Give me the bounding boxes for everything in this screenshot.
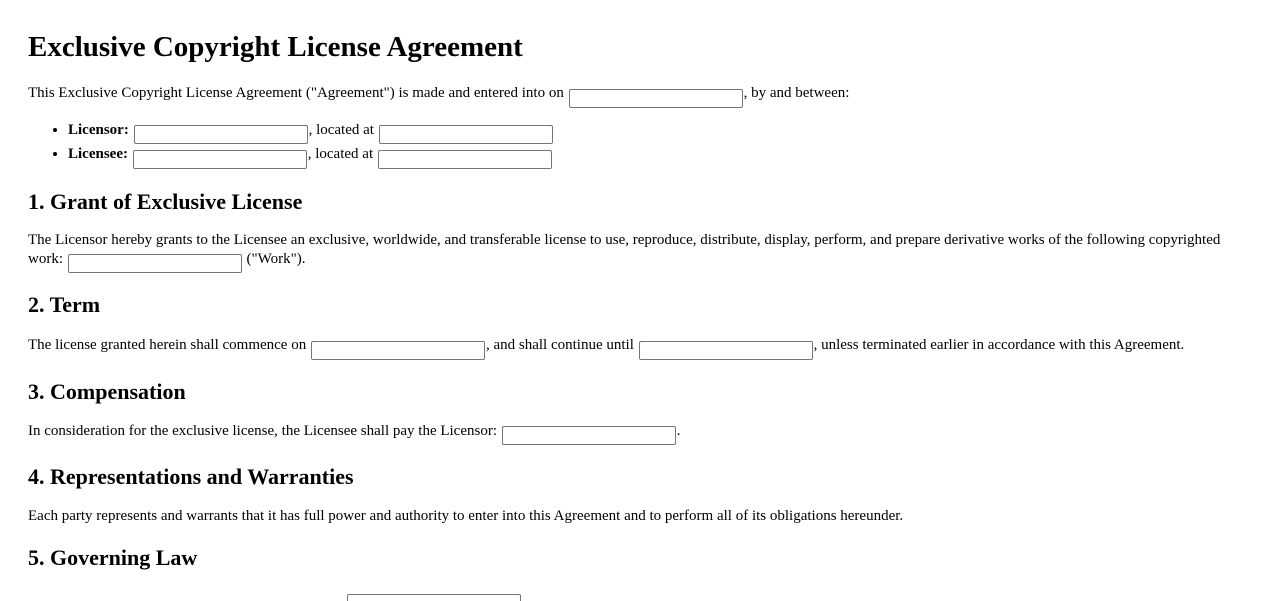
licensor-label: Licensor: xyxy=(68,121,129,138)
intro-paragraph xyxy=(28,84,1250,108)
grant-paragraph xyxy=(28,231,1250,274)
compensation-text-before: In consideration for the exclusive license, the Licensee shall pay the Licensor: xyxy=(28,422,501,439)
section-heading-term: 2. Term xyxy=(28,292,101,317)
governing-law-input[interactable] xyxy=(347,594,521,601)
grant-text-before: The Licensor hereby grants to the Licensee an exclusive, worldwide, and transferable license to use, reproduce, distribute, display, perform, and prepare derivative works of the following copyrighted work: xyxy=(28,231,1221,267)
term-start-date-input[interactable] xyxy=(311,341,485,360)
compensation-text-after: . xyxy=(676,422,681,439)
licensee-label: Licensee: xyxy=(68,146,128,162)
section-heading-governing-law: 5. Governing Law xyxy=(28,545,198,570)
licensor-name-input[interactable] xyxy=(134,125,308,144)
term-text-middle: , and shall continue until xyxy=(485,337,638,353)
term-text-after: , unless terminated earlier in accordance with this Agreement. xyxy=(813,337,1185,353)
party-licensee xyxy=(68,144,1250,169)
section-heading-representations: 4. Representations and Warranties xyxy=(28,464,354,489)
licensor-address-input[interactable] xyxy=(379,125,553,144)
compensation-paragraph xyxy=(28,422,1250,446)
grant-text-after: ("Work"). xyxy=(242,250,306,267)
section-heading-compensation: 3. Compensation xyxy=(28,378,186,404)
governing-law-paragraph xyxy=(28,589,1250,601)
copyrighted-work-input[interactable] xyxy=(68,254,242,273)
intro-text-after: , by and between: xyxy=(743,85,850,101)
agreement-date-input[interactable] xyxy=(569,89,743,108)
parties-list xyxy=(28,120,1250,169)
party-licensor xyxy=(68,120,1250,145)
compensation-amount-input[interactable] xyxy=(502,426,676,445)
term-paragraph xyxy=(28,336,1250,360)
licensee-name-input[interactable] xyxy=(133,150,307,169)
term-end-date-input[interactable] xyxy=(639,341,813,360)
representations-paragraph: Each party represents and warrants that it has full power and authority to enter into this Agreement and to perform all of its obligations hereunder. xyxy=(28,508,904,524)
page-title: Exclusive Copyright License Agreement xyxy=(28,31,523,63)
licensor-located-at-label: , located at xyxy=(308,121,374,138)
licensee-located-at-label: , located at xyxy=(307,146,374,162)
intro-text-before: This Exclusive Copyright License Agreement ("Agreement") is made and entered into on xyxy=(28,85,568,101)
section-heading-grant: 1. Grant of Exclusive License xyxy=(28,188,303,214)
licensee-address-input[interactable] xyxy=(378,150,552,169)
term-text-before: The license granted herein shall commence on xyxy=(28,337,310,353)
